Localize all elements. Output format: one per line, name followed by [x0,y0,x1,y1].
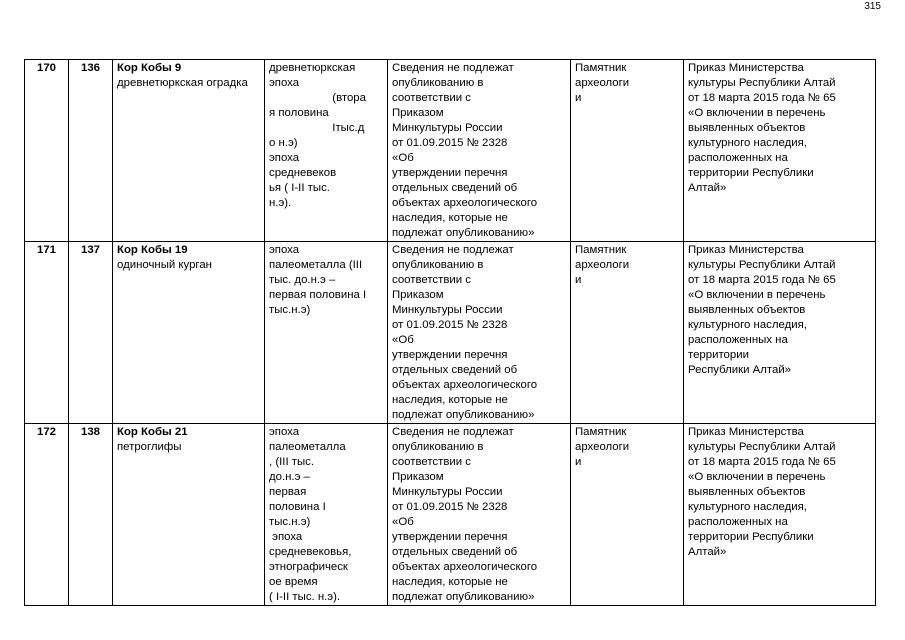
publication-info-line: от 01.09.2015 № 2328 [392,137,508,149]
dating-line: эпоха [269,77,300,89]
table-row [25,424,876,606]
document-line: выявленных объектов [688,486,806,498]
object-name-cell [113,60,265,242]
publication-info-line: Приказом [392,471,444,483]
publication-info-line: Сведения не подлежат [392,62,514,74]
document-line: культуры Республики Алтай [688,259,836,271]
publication-info-line: Сведения не подлежат [392,244,514,256]
document-line: расположенных на [688,152,788,164]
publication-info-line: объектах археологического [392,561,538,573]
dating-line: о н.э) [269,137,298,149]
object-type: древнетюркская оградка [117,77,248,89]
object-name-cell [113,424,265,606]
object-name: Кор Кобы 9 [117,62,182,74]
dating-line: я половина [269,107,329,119]
document-line: расположенных на [688,334,788,346]
publication-info-line: отдельных сведений об [392,546,518,558]
document-line: Республики Алтай» [688,364,792,376]
document-line: Приказ Министерства [688,426,804,438]
object-number: 137 [80,244,100,256]
category-cell [571,424,684,606]
publication-info-line: подлежат опубликованию» [392,409,535,421]
publication-info-line: Минкультуры России [392,486,503,498]
document-line: от 18 марта 2015 года № 65 [688,92,836,104]
dating-line: первая [269,486,307,498]
dating-line: эпоха [269,426,300,438]
dating-cell [265,242,388,424]
publication-info-line: «Об [392,334,414,346]
publication-info-line: «Об [392,152,414,164]
object-type: петроглифы [117,441,182,453]
publication-info-line: Минкультуры России [392,122,503,134]
document-line: культурного наследия, [688,137,807,149]
publication-info-line: от 01.09.2015 № 2328 [392,319,508,331]
object-number-cell [69,60,113,242]
dating-line: древнетюркская [269,62,356,74]
document-line: культуры Республики Алтай [688,441,836,453]
document-line: территории [688,349,749,361]
category-cell [571,242,684,424]
dating-line: тыс.н.э) [269,516,311,528]
publication-info-line: соответствии с [392,92,471,104]
publication-info-line: Сведения не подлежат [392,426,514,438]
heritage-table [24,59,876,606]
category-line: Памятник [575,426,627,438]
publication-info-line: отдельных сведений об [392,364,518,376]
row-number-cell [25,424,69,606]
publication-info-line: объектах археологического [392,379,538,391]
dating-line: эпоха [269,244,300,256]
dating-line: средневековья, [269,546,352,558]
table-row [25,242,876,424]
publication-info-line: соответствии с [392,274,471,286]
publication-info-cell [388,242,571,424]
dating-line: эпоха [269,152,300,164]
document-line: «О включении в перечень [688,289,826,301]
object-name: Кор Кобы 19 [117,244,188,256]
document-line: культурного наследия, [688,501,807,513]
object-number-cell [69,424,113,606]
dating-line: , (III тыс. [269,456,315,468]
document-cell [684,60,876,242]
row-number: 172 [36,426,56,438]
category-line: археологи [575,259,630,271]
document-line: выявленных объектов [688,304,806,316]
category-line: и [575,92,582,104]
dating-line: половина I [269,501,326,513]
dating-line: Iтыс.д [269,122,365,134]
object-number-cell [69,242,113,424]
dating-line: ( I-II тыс. н.э). [269,591,341,603]
object-number: 136 [80,62,100,74]
dating-line: эпоха [269,531,303,543]
dating-line: средневеков [269,167,337,179]
document-line: от 18 марта 2015 года № 65 [688,274,836,286]
publication-info-line: соответствии с [392,456,471,468]
dating-line: палеометалла (III [269,259,363,271]
category-line: археологи [575,77,630,89]
document-line: Алтай» [688,546,727,558]
object-name-cell [113,242,265,424]
heritage-table-body [25,60,876,606]
row-number: 171 [36,244,56,256]
row-number-cell [25,60,69,242]
category-line: и [575,456,582,468]
dating-cell [265,60,388,242]
row-number: 170 [36,62,56,74]
dating-line: н.э). [269,197,292,209]
publication-info-line: опубликованию в [392,77,484,89]
document-cell [684,242,876,424]
dating-line: палеометалла [269,441,346,453]
publication-info-line: опубликованию в [392,259,484,271]
category-line: и [575,274,582,286]
dating-line: (втора [269,92,366,104]
document-line: культурного наследия, [688,319,807,331]
category-line: Памятник [575,244,627,256]
document-line: территории Республики [688,531,814,543]
document-line: «О включении в перечень [688,471,826,483]
page-number: 315 [864,1,881,12]
document-line: культуры Республики Алтай [688,77,836,89]
publication-info-line: Минкультуры России [392,304,503,316]
document-line: Алтай» [688,182,727,194]
publication-info-line: от 01.09.2015 № 2328 [392,501,508,513]
publication-info-line: подлежат опубликованию» [392,227,535,239]
publication-info-cell [388,60,571,242]
publication-info-line: отдельных сведений об [392,182,518,194]
publication-info-line: Приказом [392,107,444,119]
document-line: территории Республики [688,167,814,179]
publication-info-line: утверждении перечня [392,167,508,179]
document-line: Приказ Министерства [688,244,804,256]
category-line: Памятник [575,62,627,74]
dating-cell [265,424,388,606]
document-line: расположенных на [688,516,788,528]
object-name: Кор Кобы 21 [117,426,188,438]
object-type: одиночный курган [117,259,212,271]
document-line: выявленных объектов [688,122,806,134]
document-line: от 18 марта 2015 года № 65 [688,456,836,468]
publication-info-line: наследия, которые не [392,394,508,406]
dating-line: этнографическ [269,561,348,573]
publication-info-line: опубликованию в [392,441,484,453]
publication-info-line: наследия, которые не [392,576,508,588]
dating-line: до.н.э – [269,471,310,483]
dating-line: ья ( I-II тыс. [269,182,330,194]
publication-info-line: объектах археологического [392,197,538,209]
publication-info-line: «Об [392,516,414,528]
dating-line: тыс.н.э) [269,304,311,316]
category-line: археологи [575,441,630,453]
object-number: 138 [80,426,100,438]
publication-info-cell [388,424,571,606]
category-cell [571,60,684,242]
table-row [25,60,876,242]
dating-line: ое время [269,576,318,588]
document-cell [684,424,876,606]
document-line: «О включении в перечень [688,107,826,119]
dating-line: тыс. до.н.э – [269,274,336,286]
publication-info-line: наследия, которые не [392,212,508,224]
dating-line: первая половина I [269,289,367,301]
publication-info-line: Приказом [392,289,444,301]
document-line: Приказ Министерства [688,62,804,74]
publication-info-line: подлежат опубликованию» [392,591,535,603]
row-number-cell [25,242,69,424]
publication-info-line: утверждении перечня [392,349,508,361]
publication-info-line: утверждении перечня [392,531,508,543]
